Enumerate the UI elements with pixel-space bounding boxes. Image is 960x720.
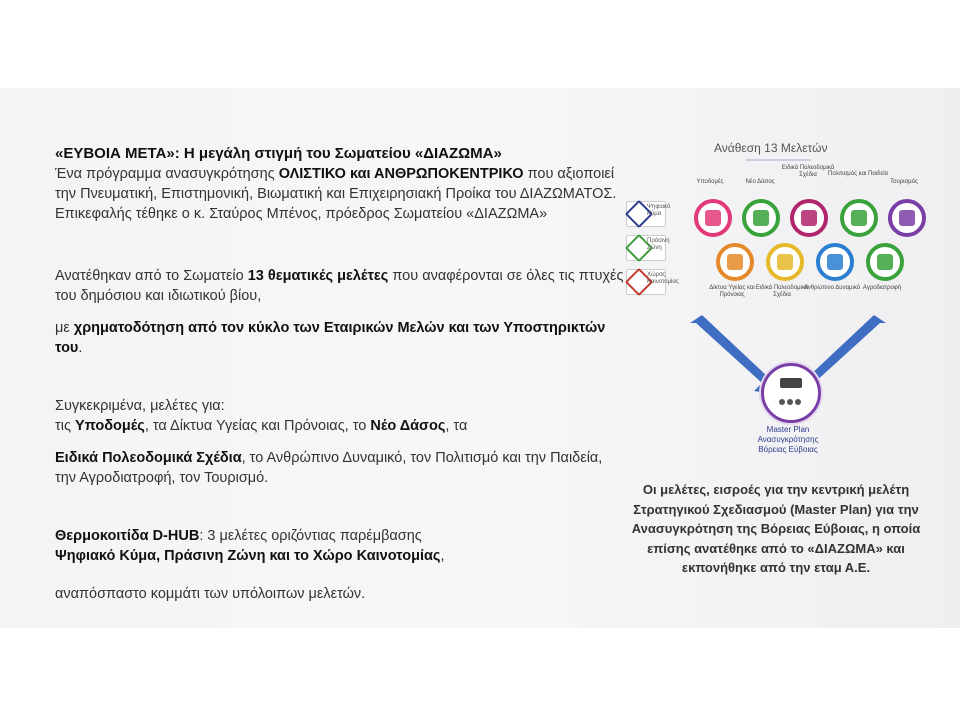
side-label: Πράσινη Ζώνη: [647, 238, 670, 251]
master-plan-label: [718, 425, 858, 455]
specific-list-1: [55, 416, 625, 436]
master-plan-line3: Βόρειας Εύβοιας: [758, 445, 818, 454]
list-text-3: , τα: [445, 418, 468, 434]
list-text-4: , το Ανθρώπινο Δυναμικό, τον Πολιτισμό και την Παιδεία, την Αγροδιατροφή, τον Τουρισμό.: [55, 450, 603, 486]
dhub-paragraph: [55, 526, 625, 546]
page-title: «ΕΥΒΟΙΑ ΜΕΤΑ»: Η μεγάλη στιγμή του Σωματείου «ΔΙΑΖΩΜΑ»: [55, 145, 502, 162]
studies-text-rest: που αναφέρονται σε όλες τις πτυχές του δημόσιου και ιδιωτικού βίου,: [55, 268, 624, 304]
intro-paragraph: [55, 164, 625, 224]
studies-diagram: [618, 135, 948, 475]
agrifood-icon: [866, 243, 904, 281]
diagram-title: Ανάθεση 13 Μελετών: [714, 141, 828, 155]
label-human: Ανθρώπινο Δυναμικό: [803, 285, 861, 291]
urban-plan-icon: [790, 199, 828, 237]
list-text-2: , τα Δίκτυα Υγείας και Πρόνοιας, το: [144, 418, 371, 434]
main-text: [55, 144, 625, 604]
label-culture: Πολιτισμός και Παιδεία: [828, 171, 888, 177]
funding-text: με: [55, 320, 74, 336]
funding-end: .: [78, 340, 83, 356]
infrastructure-icon: [694, 199, 732, 237]
funding-paragraph: [55, 318, 625, 358]
human-resources-icon: [816, 243, 854, 281]
label-urban: Ειδικά Πολεοδομικά Σχέδια: [781, 165, 835, 178]
list-bold-infra: Υποδομές: [74, 418, 145, 434]
master-plan-line1: Master Plan: [766, 425, 810, 434]
dhub-text: : 3 μελέτες οριζόντιας παρέμβασης: [199, 528, 422, 544]
urban-plan-2-icon: [766, 243, 804, 281]
intro-text-rest: που αξιοποιεί την Πνευματική, Επιστημονική, Βιωματική και Επιχειρησιακή Προίκα του ΔΙΑΖΩΜΑΤΟΣ. Επικεφαλής τέθηκε ο κ. Σταύρος Μπένος, πρόεδρος Σωματείου «ΔΙΑΖΩΜΑ»: [55, 166, 617, 222]
side-item-innovation: [626, 269, 679, 295]
dhub-list-bold: Ψηφιακό Κύμα, Πράσινη Ζώνη και το Χώρο Καινοτομίας: [55, 548, 441, 564]
list-bold-urban: Ειδικά Πολεοδομικά Σχέδια: [55, 450, 242, 466]
diagram-caption: Οι μελέτες, εισροές για την κεντρική μελέτη Στρατηγικού Σχεδιασμού (Master Plan) για την Ανασυγκρότηση της Βόρειας Εύβοιας, η οποία επίσης ανατέθηκε από το «ΔΙΑΖΩΜΑ» και εκπονήθηκε από την εταμ Α.Ε.: [631, 482, 921, 575]
side-item-digital: [626, 201, 671, 227]
funding-bold: χρηματοδότηση από τον κύκλο των Εταιρικών Μελών και των Υποστηρικτών του: [55, 320, 606, 356]
dhub-closing: αναπόσπαστο κομμάτι των υπόλοιπων μελετών.: [55, 586, 366, 602]
master-plan-line2: Ανασυγκρότησης: [757, 435, 819, 444]
title-underline: [746, 159, 811, 161]
intro-text: Ένα πρόγραμμα ανασυγκρότησης: [55, 166, 279, 182]
master-plan-icon: [761, 363, 821, 423]
specific-list-2: [55, 448, 625, 488]
side-item-green: [626, 235, 670, 261]
label-infra: Υποδομές: [696, 179, 724, 185]
studies-text: Ανατέθηκαν από το Σωματείο: [55, 268, 248, 284]
label-forest: Νέο Δάσος: [745, 179, 775, 185]
side-label: Χώρος Καινοτομίας: [647, 272, 679, 285]
dhub-list: [55, 546, 625, 566]
side-label: Ψηφιακό Κύμα: [647, 204, 671, 217]
dhub-comma: ,: [440, 548, 445, 564]
label-urban-2: Ειδικά Πολεοδομικά Σχέδια: [755, 285, 809, 298]
culture-icon: [840, 199, 878, 237]
specific-heading: Συγκεκριμένα, μελέτες για:: [55, 398, 225, 414]
intro-bold: ΟΛΙΣΤΙΚΟ και ΑΝΘΡΩΠΟΚΕΝΤΡΙΚΟ: [278, 166, 524, 182]
health-network-icon: [716, 243, 754, 281]
studies-bold: 13 θεματικές μελέτες: [247, 268, 389, 284]
list-text: τις: [55, 418, 75, 434]
tourism-icon: [888, 199, 926, 237]
label-agrifood: Αγροδιατροφή: [862, 285, 902, 291]
list-bold-forest: Νέο Δάσος: [370, 418, 446, 434]
label-tourism: Τουρισμός: [890, 179, 918, 185]
forest-icon: [742, 199, 780, 237]
studies-paragraph: [55, 266, 625, 306]
dhub-bold: Θερμοκοιτίδα D-HUB: [55, 528, 200, 544]
label-health: Δίκτυα Υγείας και Πρόνοιας: [709, 285, 755, 298]
